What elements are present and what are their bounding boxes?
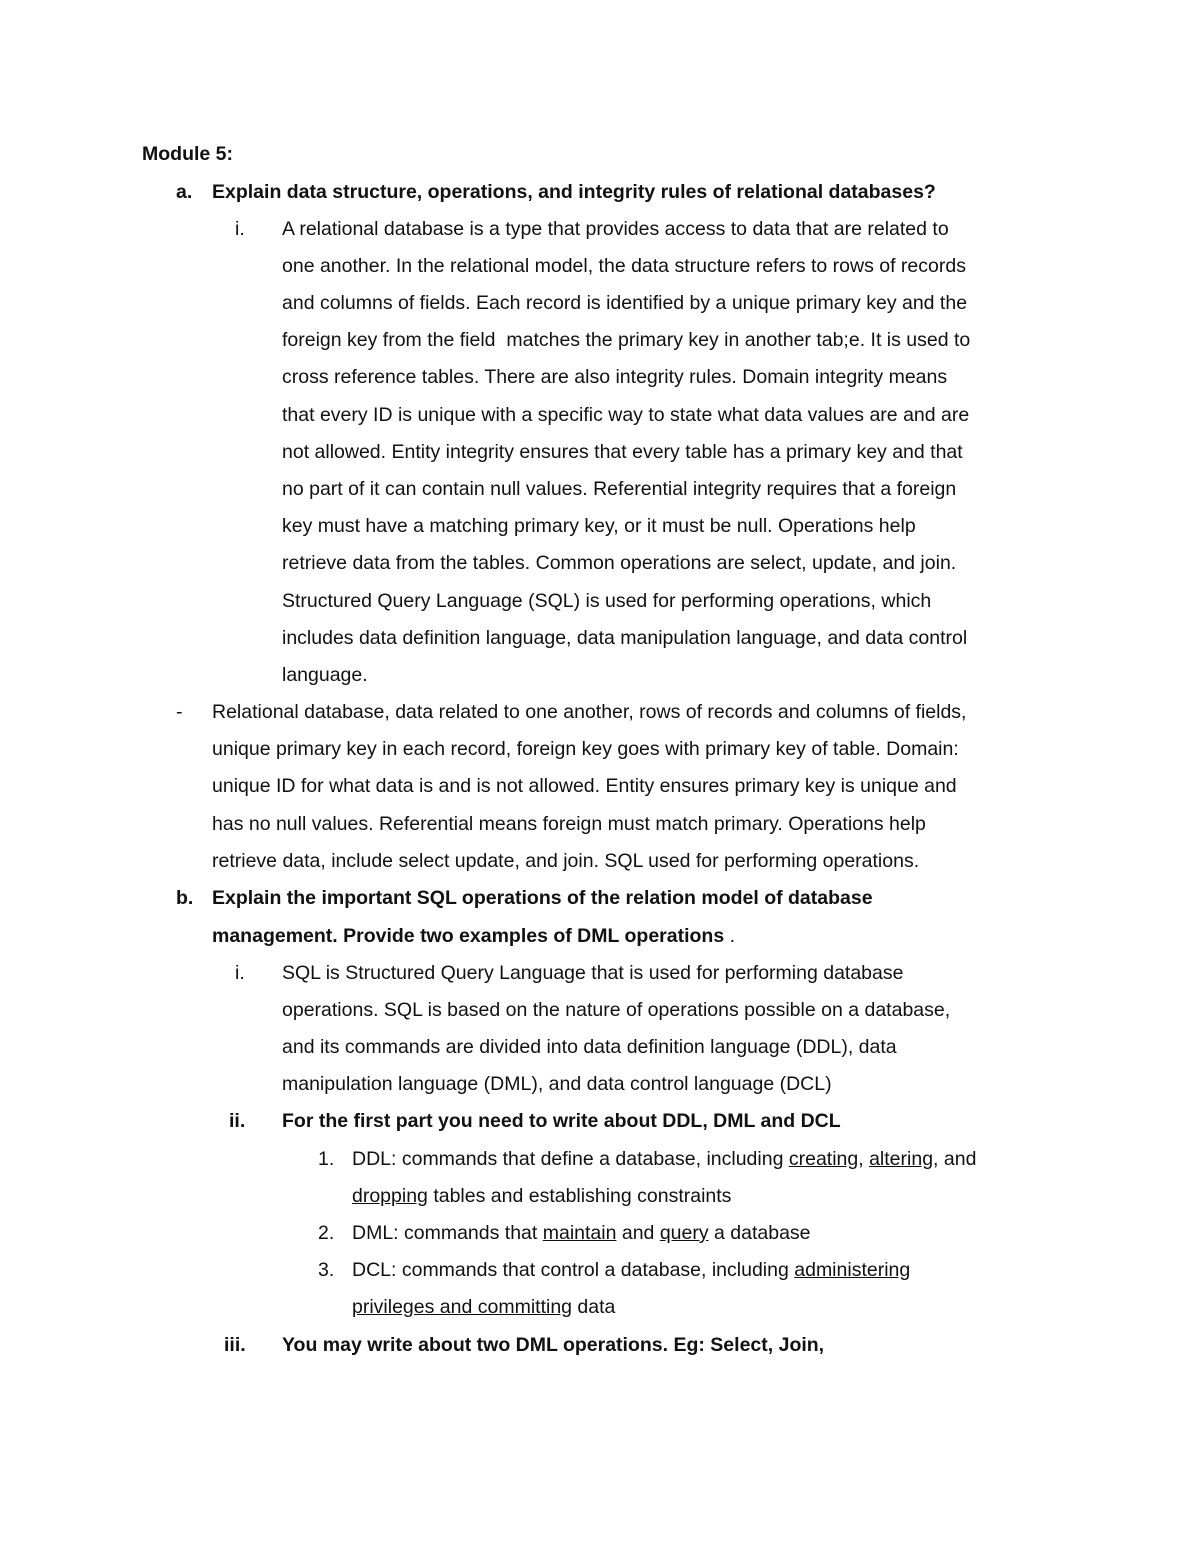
list-text: , and	[933, 1148, 977, 1170]
question-a-text: Explain data structure, operations, and integrity rules of relational databases?	[212, 181, 936, 203]
answer-line: retrieve data from the tables. Common operations are select, update, and join.	[282, 552, 957, 574]
list-text: data	[572, 1296, 616, 1318]
list-text: DML: commands that	[352, 1222, 543, 1244]
list-text: tables and establishing constraints	[427, 1185, 732, 1207]
list-number: 1.	[318, 1148, 335, 1170]
list-number: 2.	[318, 1222, 335, 1244]
list-item-ddl-cont	[352, 1184, 731, 1208]
list-item-dcl	[352, 1258, 910, 1282]
question-b-tail: .	[724, 925, 736, 947]
answer-line: operations. SQL is based on the nature of operations possible on a database,	[282, 999, 951, 1021]
answer-line: one another. In the relational model, the data structure refers to rows of records	[282, 255, 966, 277]
note-ii-marker: ii.	[229, 1110, 246, 1132]
list-text: and	[616, 1222, 660, 1244]
question-b-line	[212, 924, 735, 948]
answer-line: and its commands are divided into data definition language (DDL), data	[282, 1036, 897, 1058]
answer-b-marker: i.	[235, 962, 245, 984]
underlined-term: creating	[788, 1148, 859, 1170]
list-item-dcl-cont	[352, 1295, 615, 1319]
answer-line: SQL is Structured Query Language that is used for performing database	[282, 962, 904, 984]
list-text: DDL: commands that define a database, including	[352, 1148, 789, 1170]
summary-line: Relational database, data related to one another, rows of records and columns of fields,	[212, 701, 967, 723]
list-number: 3.	[318, 1259, 335, 1281]
underlined-term: dropping	[352, 1185, 428, 1207]
answer-line: cross reference tables. There are also integrity rules. Domain integrity means	[282, 366, 948, 388]
summary-line: unique primary key in each record, foreign key goes with primary key of table. Domain:	[212, 738, 959, 760]
question-b-marker: b.	[176, 887, 194, 909]
underlined-term: administering	[794, 1259, 911, 1281]
answer-line: Structured Query Language (SQL) is used for performing operations, which	[282, 590, 932, 612]
answer-line: language.	[282, 664, 368, 686]
answer-line: and columns of fields. Each record is identified by a unique primary key and the	[282, 292, 968, 314]
note-ii-text: For the first part you need to write about DDL, DML and DCL	[282, 1110, 841, 1132]
answer-a-marker: i.	[235, 218, 245, 240]
underlined-term: maintain	[542, 1222, 617, 1244]
question-a-marker: a.	[176, 181, 193, 203]
question-b-line: Explain the important SQL operations of the relation model of database	[212, 887, 873, 909]
answer-line: key must have a matching primary key, or it must be null. Operations help	[282, 515, 916, 537]
question-b-line-text: management. Provide two examples of DML operations	[212, 925, 725, 947]
list-text: a database	[708, 1222, 811, 1244]
list-item-ddl	[352, 1147, 976, 1171]
answer-line: manipulation language (DML), and data control language (DCL)	[282, 1073, 832, 1095]
list-text: ,	[858, 1148, 870, 1170]
underlined-term: privileges and committing	[352, 1296, 573, 1318]
summary-line: retrieve data, include select update, and join. SQL used for performing operations.	[212, 850, 920, 872]
answer-line: includes data definition language, data manipulation language, and data control	[282, 627, 968, 649]
answer-line: that every ID is unique with a specific way to state what data values are and are	[282, 404, 970, 426]
note-iii-text: You may write about two DML operations. Eg: Select, Join,	[282, 1334, 825, 1356]
answer-line: not allowed. Entity integrity ensures that every table has a primary key and that	[282, 441, 963, 463]
answer-line: foreign key from the field matches the primary key in another tab;e. It is used to	[282, 329, 971, 351]
summary-line: unique ID for what data is and is not allowed. Entity ensures primary key is unique and	[212, 775, 957, 797]
underlined-term: altering	[869, 1148, 934, 1170]
underlined-term: query	[659, 1222, 709, 1244]
answer-line: no part of it can contain null values. Referential integrity requires that a foreign	[282, 478, 957, 500]
module-heading: Module 5:	[142, 143, 233, 165]
summary-line: has no null values. Referential means foreign must match primary. Operations help	[212, 813, 926, 835]
summary-dash: -	[176, 701, 183, 723]
answer-line: A relational database is a type that provides access to data that are related to	[282, 218, 949, 240]
note-iii-marker: iii.	[224, 1334, 246, 1356]
list-text: DCL: commands that control a database, including	[352, 1259, 795, 1281]
list-item-dml	[352, 1221, 811, 1245]
